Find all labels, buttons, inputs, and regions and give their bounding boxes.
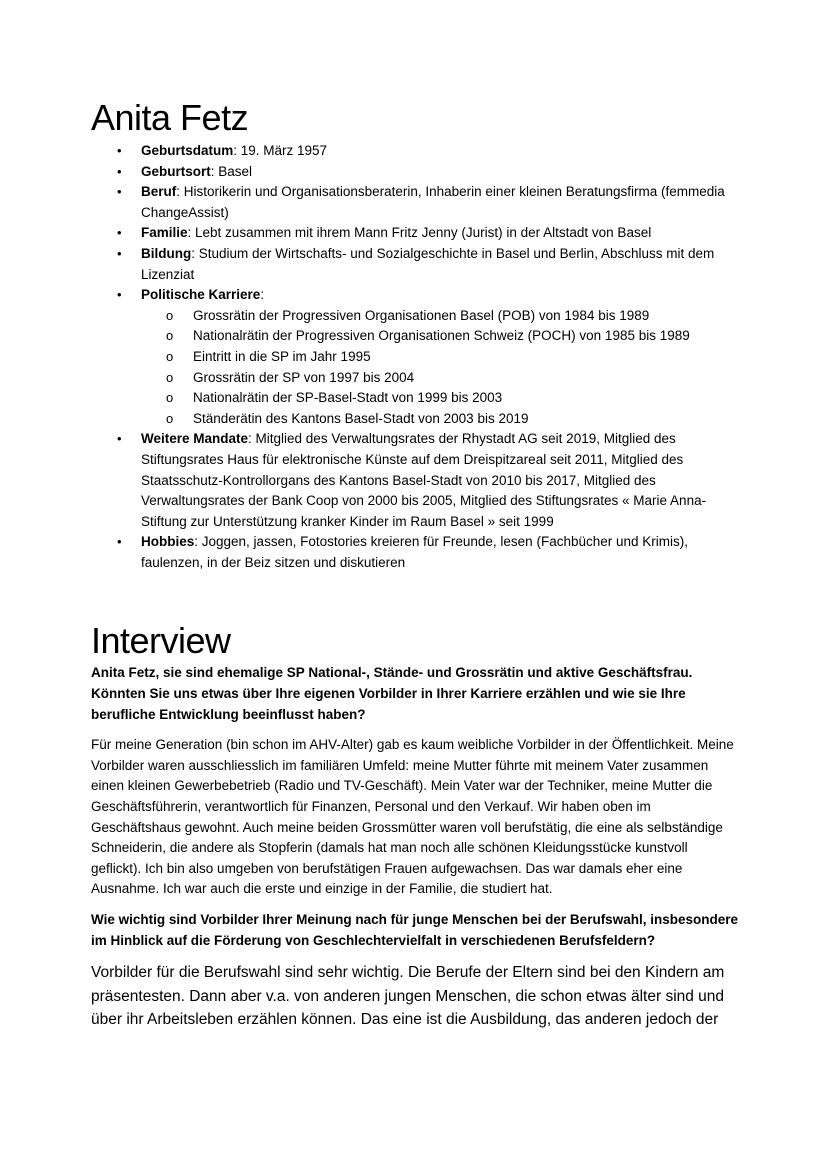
list-item-politische-karriere — [91, 285, 741, 429]
item-label: Beruf — [141, 184, 177, 200]
circle-bullet-icon: o — [166, 328, 174, 344]
item-text: : Studium der Wirtschafts- und Sozialgeschichte in Basel und Berlin, Abschluss mit dem Lizenziat — [141, 245, 715, 282]
career-item — [141, 347, 741, 368]
career-text: Nationalrätin der SP-Basel-Stadt von 1999 bis 2003 — [193, 390, 503, 406]
item-text: : Basel — [210, 163, 253, 179]
career-item — [141, 306, 741, 327]
career-item — [141, 368, 741, 389]
answer-2: Vorbilder für die Berufswahl sind sehr wichtig. Die Berufe der Eltern sind bei den Kindern am präsentesten. Dann aber v.a. von anderen jungen Menschen, die schon etwas älter sind und über ihr Arbeitsleben erzählen können. Das eine ist die Ausbildung, das anderen jedoch der — [91, 964, 725, 1029]
career-text: Grossrätin der Progressiven Organisationen Basel (POB) von 1984 bis 1989 — [193, 307, 650, 323]
interview-heading: Interview — [91, 620, 231, 662]
list-item-geburtsdatum — [91, 141, 741, 162]
question-2: Wie wichtig sind Vorbilder Ihrer Meinung nach für junge Menschen bei der Berufswahl, insbesondere im Hinblick auf die Förderung von Geschlechtervielfalt in verschiedenen Berufsfeldern? — [91, 912, 738, 948]
item-label: Hobbies — [141, 534, 195, 550]
career-text: Grossrätin der SP von 1997 bis 2004 — [193, 369, 415, 385]
item-label: Familie — [141, 225, 188, 241]
item-text: : 19. März 1957 — [233, 143, 328, 158]
answer-1: Für meine Generation (bin schon im AHV-Alter) gab es kaum weibliche Vorbilder in der Öffentlichkeit. Meine Vorbilder waren ausschliesslich im familiären Umfeld: meine Mutter führte mit meinem Vater zusammen einen kleinen Gewerbebetrieb (Radio und TV-Geschäft). Mein Vater war der Techniker, meine Mutter die Geschäftsführerin, verantwortlich für Finanzen, Personal und den Verkauf. Wir haben oben im Geschäftshaus gewohnt. Auch meine beiden Grossmütter waren voll berufstätig, die eine als selbständige Schneiderin, die andere als Stopferin (damals hat man noch alle schönen Kleidungsstücke kunstvoll geflickt). Ich bin also umgeben von berufstätigen Frauen aufgewachsen. Das war damals eher eine Ausnahme. Ich war auch die erste und einzige in der Familie, die studiert hat. — [91, 737, 734, 897]
bullet-icon: • — [117, 431, 122, 447]
item-text: : Historikerin und Organisationsberaterin, Inhaberin einer kleinen Beratungsfirma (femmedia ChangeAssist) — [141, 184, 725, 220]
profile-name-heading: Anita Fetz — [91, 97, 249, 138]
item-text: : Lebt zusammen mit ihrem Mann Fritz Jenny (Jurist) in der Altstadt von Basel — [187, 225, 652, 241]
circle-bullet-icon: o — [166, 348, 174, 364]
career-item — [141, 326, 741, 347]
career-text: Nationalrätin der Progressiven Organisationen Schweiz (POCH) von 1985 bis 1989 — [193, 328, 690, 344]
circle-bullet-icon: o — [166, 390, 174, 406]
circle-bullet-icon: o — [166, 410, 174, 426]
item-text: : Joggen, jassen, Fotostories kreieren für Freunde, lesen (Fachbücher und Krimis), faulenzen, in der Beiz sitzen und diskutieren — [141, 534, 688, 570]
item-label: Bildung — [141, 245, 192, 261]
list-item-hobbies — [91, 532, 741, 573]
bullet-icon: • — [117, 245, 122, 261]
bullet-icon: • — [117, 184, 122, 200]
career-item — [141, 388, 741, 409]
item-label: Geburtsdatum — [141, 143, 234, 158]
document-page — [91, 96, 741, 1032]
career-sublist — [141, 306, 741, 430]
item-text: : Mitglied des Verwaltungsrates der Rhystadt AG seit 2019, Mitglied des Stiftungsrates Haus für elektronische Künste auf dem Dreispitzareal seit 2011, Mitglied des Staatsschutz-Kontrollorgans des Kantons Basel-Stadt von 2010 bis 2017, Mitglied des Verwaltungsrates der Bank Coop von 2000 bis 2005, Mitglied des Stiftungsrates « Marie Anna-Stiftung zur Unterstützung kranker Kinder im Raum Basel » seit 1999 — [141, 431, 707, 529]
list-item-weitere-mandate — [91, 429, 741, 532]
bullet-icon: • — [117, 287, 122, 303]
circle-bullet-icon: o — [166, 369, 174, 385]
item-label: Politische Karriere — [141, 287, 261, 303]
career-text: Eintritt in die SP im Jahr 1995 — [193, 348, 371, 364]
bullet-icon: • — [117, 163, 122, 179]
list-item-geburtsort — [91, 162, 741, 183]
item-label: Geburtsort — [141, 163, 211, 179]
bullet-icon: • — [117, 143, 122, 158]
list-item-familie — [91, 223, 741, 244]
bullet-icon: • — [117, 225, 122, 241]
bullet-icon: • — [117, 534, 122, 550]
circle-bullet-icon: o — [166, 307, 174, 323]
profile-list — [91, 141, 741, 573]
career-item — [141, 409, 741, 430]
career-text: Ständerätin des Kantons Basel-Stadt von 2003 bis 2019 — [193, 410, 529, 426]
item-label: Weitere Mandate — [141, 431, 249, 447]
item-text: : — [260, 287, 265, 303]
list-item-beruf — [91, 182, 741, 223]
list-item-bildung — [91, 244, 741, 285]
question-1: Anita Fetz, sie sind ehemalige SP National-, Stände- und Grossrätin und aktive Geschäftsfrau. Könnten Sie uns etwas über Ihre eigenen Vorbilder in Ihrer Karriere erzählen und wie sie Ihre berufliche Entwicklung beeinflusst haben? — [91, 665, 693, 722]
